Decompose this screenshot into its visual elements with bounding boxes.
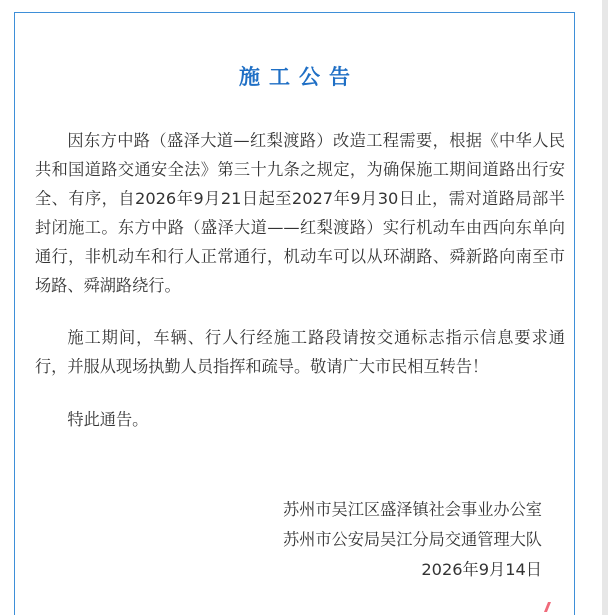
page-edge bbox=[602, 0, 608, 615]
notice-paragraph-2: 施工期间，车辆、行人行经施工路段请按交通标志指示信息要求通行，并服从现场执勤人员指挥和疏导。敬请广大市民相互转告！ bbox=[35, 328, 565, 376]
notice-paragraph-3: 特此通告。 bbox=[67, 410, 149, 429]
issuer-name-1: 苏州市吴江区盛泽镇社会事业办公室 bbox=[283, 500, 542, 519]
corner-decoration-icon bbox=[540, 600, 552, 612]
issue-date: 2026年9月14日 bbox=[421, 560, 542, 579]
signature-block bbox=[283, 495, 542, 585]
paragraph-spacer bbox=[35, 300, 565, 323]
issuer-name-2: 苏州市公安局吴江分局交通管理大队 bbox=[283, 530, 542, 549]
notice-paragraph-1: 因东方中路（盛泽大道—红梨渡路）改造工程需要，根据《中华人民共和国道路交通安全法》第三十九条之规定，为确保施工期间道路出行安全、有序，自2026年9月21日起至2027年9月30日止，需对道路局部半封闭施工。东方中路（盛泽大道——红梨渡路）实行机动车由西向东单向通行，非机动车和行人正常通行，机动车可以从环湖路、舜新路向南至市场路、舜湖路绕行。 bbox=[35, 131, 565, 295]
notice-frame bbox=[14, 12, 575, 615]
paragraph-spacer bbox=[35, 381, 565, 405]
notice-title: 施工公告 bbox=[239, 65, 359, 89]
notice-body bbox=[35, 126, 565, 434]
